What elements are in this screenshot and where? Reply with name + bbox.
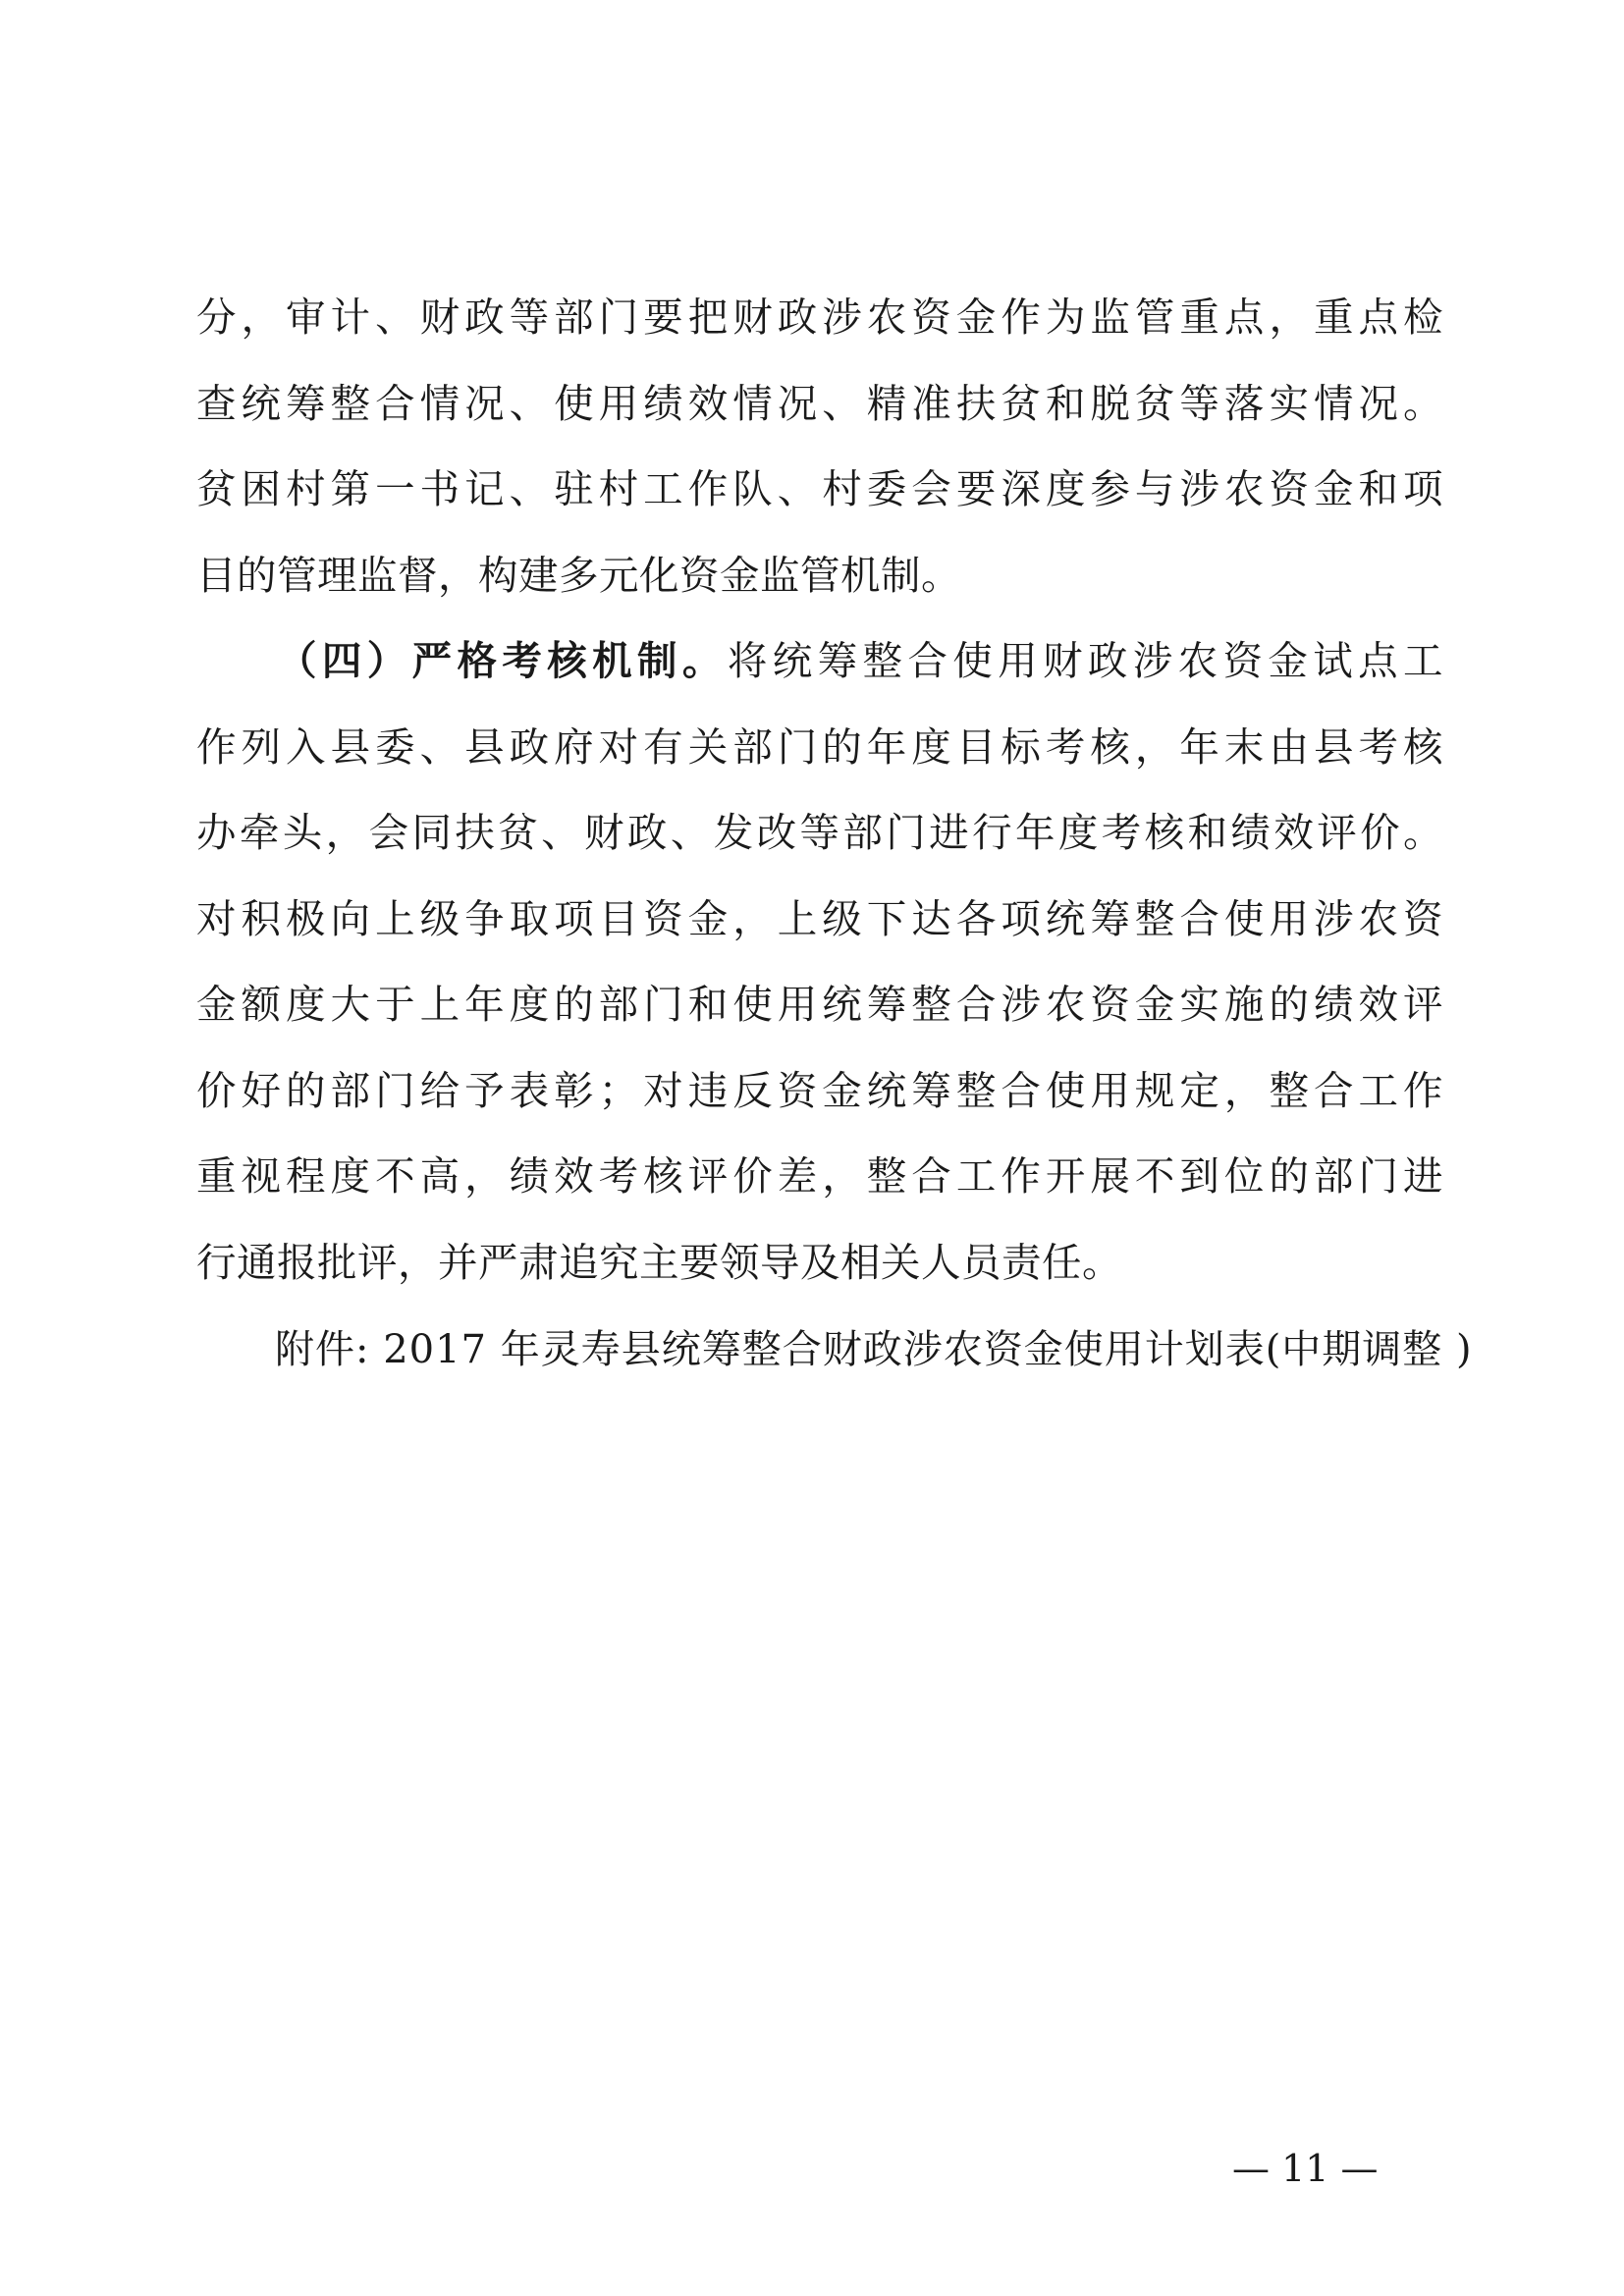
paragraph-2-line-8: 行通报批评，并严肃追究主要领导及相关人员责任。 xyxy=(196,1238,1122,1286)
paragraph-1-line-4: 目的管理监督，构建多元化资金监管机制。 xyxy=(196,551,961,599)
paragraph-1-line-1: 分，审计、财政等部门要把财政涉农资金作为监管重点，重点检 xyxy=(196,294,1443,341)
paragraph-2-line-7: 重视程度不高，绩效考核评价差，整合工作开展不到位的部门进 xyxy=(196,1152,1443,1200)
paragraph-2-line-3: 办牵头，会同扶贫、财政、发改等部门进行年度考核和绩效评价。 xyxy=(196,809,1443,856)
paragraph-1-line-2: 查统筹整合情况、使用绩效情况、精准扶贫和脱贫等落实情况。 xyxy=(196,379,1443,427)
paragraph-2-line-1 xyxy=(196,618,1443,705)
paragraph-2-line-1-text: 将统筹整合使用财政涉农资金试点工 xyxy=(727,637,1444,684)
paragraph-2-line-5: 金额度大于上年度的部门和使用统筹整合涉农资金实施的绩效评 xyxy=(196,981,1443,1028)
attachment-note: 附件: 2017 年灵寿县统筹整合财政涉农资金使用计划表(中期调整 ) xyxy=(275,1327,1473,1372)
section-heading: （四）严格考核机制。 xyxy=(277,637,728,684)
body-text xyxy=(196,275,1443,1306)
paragraph-2-line-2: 作列入县委、县政府对有关部门的年度目标考核，年末由县考核 xyxy=(196,722,1443,771)
paragraph-1-line-3: 贫困村第一书记、驻村工作队、村委会要深度参与涉农资金和项 xyxy=(196,465,1443,512)
page-number: — 11 — xyxy=(1232,2147,1379,2190)
paragraph-2-line-6: 价好的部门给予表彰；对违反资金统筹整合使用规定，整合工作 xyxy=(196,1066,1443,1114)
paragraph-2-line-4: 对积极向上级争取项目资金，上级下达各项统筹整合使用涉农资 xyxy=(196,894,1443,942)
